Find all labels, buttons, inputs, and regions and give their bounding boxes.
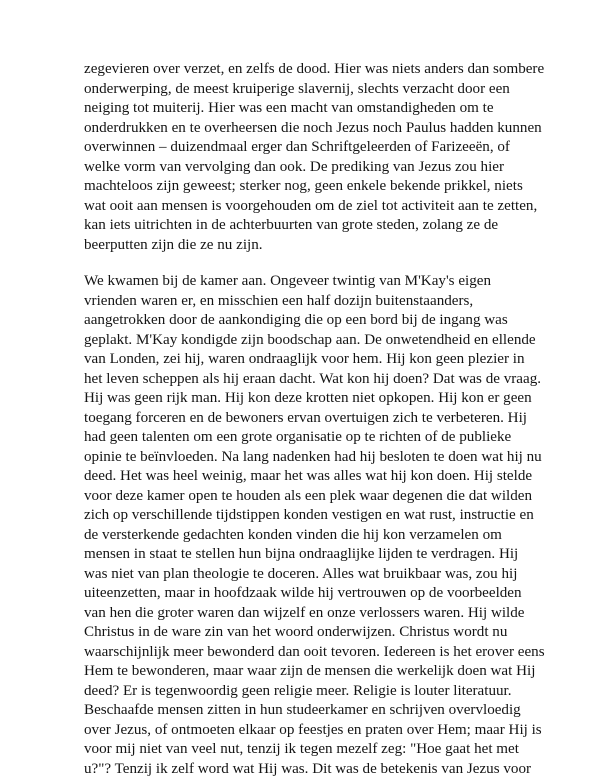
text-line: neiging tot muiterij. Hier was een macht van omstandigheden om te bbox=[84, 99, 524, 119]
document-page bbox=[84, 60, 524, 779]
text-line: vrienden waren er, en misschien een half dozijn buitenstaanders, bbox=[84, 292, 524, 312]
text-line: mensen in staat te stellen hun bijna ondraaglijke lijden te verdragen. Hij bbox=[84, 545, 524, 565]
text-line: kan iets uitrichten in de achterbuurten van grote steden, zolang ze de bbox=[84, 216, 524, 236]
text-line: voor deze kamer open te houden als een plek waar degenen die dat wilden bbox=[84, 487, 524, 507]
text-line: het leven scheppen als hij eraan dacht. Wat kon hij doen? Dat was de vraag. bbox=[84, 370, 524, 390]
text-line: zich op verschillende tijdstippen konden vestigen en wat rust, instructie en bbox=[84, 506, 524, 526]
text-line: was niet van plan theologie te doceren. Alles wat bruikbaar was, zou hij bbox=[84, 565, 524, 585]
text-line: u?"? Tenzij ik zelf word wat Hij was. Dit was de betekenis van Jezus voor bbox=[84, 760, 524, 779]
text-line: deed? Er is tegenwoordig geen religie meer. Religie is louter literatuur. bbox=[84, 682, 524, 702]
text-line: uiteenzetten, maar in hoofdzaak wilde hij vertrouwen op de voorbeelden bbox=[84, 584, 524, 604]
text-line: We kwamen bij de kamer aan. Ongeveer twintig van M'Kay's eigen bbox=[84, 272, 524, 292]
text-line: aangetrokken door de aankondiging die op een bord bij de ingang was bbox=[84, 311, 524, 331]
text-line: over Jezus, of ontmoeten elkaar op feestjes en praten over Hem; maar Hij is bbox=[84, 721, 524, 741]
paragraph-gap bbox=[84, 255, 524, 272]
text-line: Christus in de ware zin van het woord onderwijzen. Christus wordt nu bbox=[84, 623, 524, 643]
paragraph bbox=[84, 272, 524, 779]
text-line: machteloos zijn geweest; sterker nog, geen enkele bekende prikkel, niets bbox=[84, 177, 524, 197]
text-line: wat ooit aan mensen is voorgehouden om de ziel tot activiteit aan te zetten, bbox=[84, 197, 524, 217]
text-line: waarschijnlijk meer bewonderd dan ooit tevoren. Iedereen is het erover eens bbox=[84, 643, 524, 663]
text-line: de versterkende gedachten konden vinden die hij kon verzamelen om bbox=[84, 526, 524, 546]
text-line: beerputten zijn die ze nu zijn. bbox=[84, 236, 524, 256]
paragraph bbox=[84, 60, 524, 255]
text-line: Beschaafde mensen zitten in hun studeerkamer en schrijven overvloedig bbox=[84, 701, 524, 721]
text-line: overwinnen – duizendmaal erger dan Schriftgeleerden of Farizeeën, of bbox=[84, 138, 524, 158]
text-line: zegevieren over verzet, en zelfs de dood. Hier was niets anders dan sombere bbox=[84, 60, 524, 80]
text-line: onderdrukken en te overheersen die noch Jezus noch Paulus hadden kunnen bbox=[84, 119, 524, 139]
text-line: van Londen, zei hij, waren ondraaglijk voor hem. Hij kon geen plezier in bbox=[84, 350, 524, 370]
text-line: deed. Het was heel weinig, maar het was alles wat hij kon doen. Hij stelde bbox=[84, 467, 524, 487]
text-line: Hem te bewonderen, maar waar zijn de mensen die werkelijk doen wat Hij bbox=[84, 662, 524, 682]
text-line: welke vorm van vervolging dan ook. De prediking van Jezus zou hier bbox=[84, 158, 524, 178]
text-line: toegang forceren en de bewoners ervan overtuigen zich te verbeteren. Hij bbox=[84, 409, 524, 429]
text-line: had geen talenten om een grote organisatie op te richten of de publieke bbox=[84, 428, 524, 448]
text-line: geplakt. M'Kay kondigde zijn boodschap aan. De onwetendheid en ellende bbox=[84, 331, 524, 351]
text-line: onderwerping, de meest kruiperige slavernij, slechts verzacht door een bbox=[84, 80, 524, 100]
text-line: van hen die groter waren dan wijzelf en onze verlossers waren. Hij wilde bbox=[84, 604, 524, 624]
text-line: voor mij niet van veel nut, tenzij ik tegen mezelf zeg: "Hoe gaat het met bbox=[84, 740, 524, 760]
text-line: Hij was geen rijk man. Hij kon deze krotten niet opkopen. Hij kon er geen bbox=[84, 389, 524, 409]
text-line: opinie te beïnvloeden. Na lang nadenken had hij besloten te doen wat hij nu bbox=[84, 448, 524, 468]
